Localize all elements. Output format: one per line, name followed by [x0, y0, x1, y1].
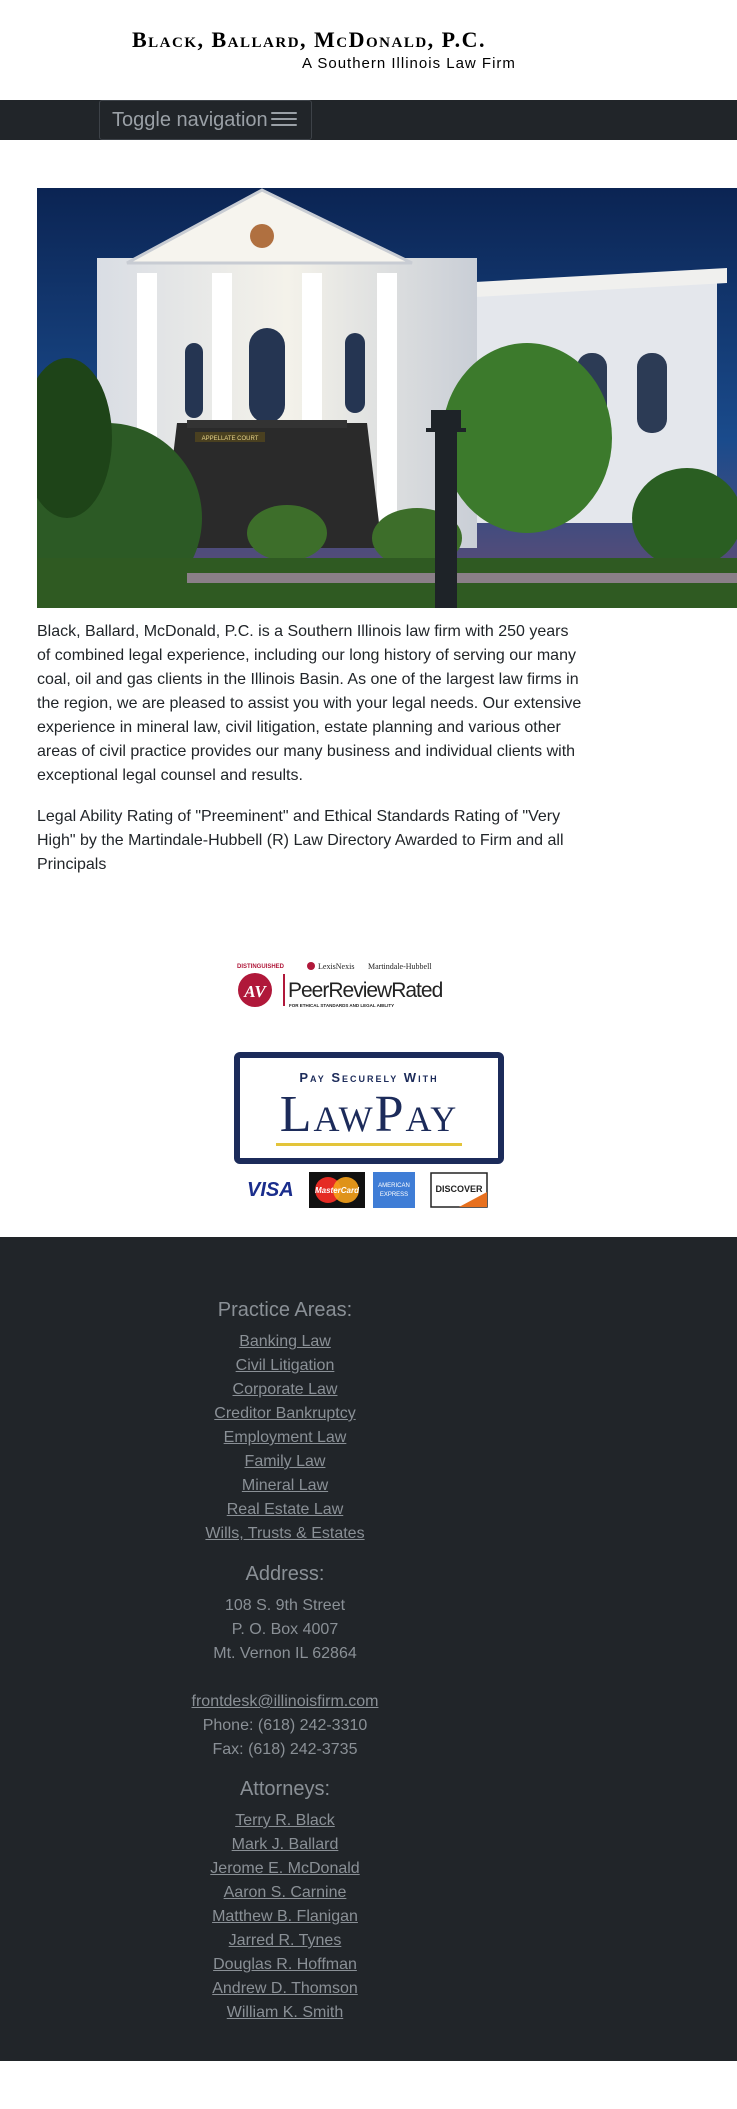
- peer-review-subtitle: FOR ETHICAL STANDARDS AND LEGAL ABILITY: [289, 1003, 395, 1008]
- amex-label-line-1: AMERICAN: [378, 1183, 410, 1189]
- address-line: P. O. Box 4007: [231, 1621, 339, 1638]
- practice-area-link[interactable]: Mineral Law: [241, 1477, 329, 1494]
- firm-name[interactable]: Black, Ballard, McDonald, P.C.: [132, 27, 486, 52]
- visa-icon: VISA: [247, 1179, 294, 1201]
- email-link[interactable]: frontdesk@illinoisfirm.com: [191, 1693, 379, 1710]
- peer-review-rated-title: PeerReviewRated: [288, 979, 443, 1002]
- phone-number: Phone: (618) 242-3310: [202, 1717, 368, 1734]
- practice-area-link[interactable]: Family Law: [244, 1453, 326, 1470]
- lawpay-button[interactable]: [234, 1052, 504, 1164]
- practice-area-link[interactable]: Wills, Trusts & Estates: [205, 1525, 365, 1542]
- hamburger-icon: [271, 111, 297, 131]
- attorneys-heading: Attorneys:: [239, 1778, 331, 1800]
- hero-image: [37, 188, 737, 608]
- rating-paragraph: Legal Ability Rating of "Preeminent" and Ethical Standards Rating of "Very High" by the Martindale-Hubbell (R) Law Directory Awarded to Firm and all Principals: [37, 808, 564, 873]
- firm-tagline: A Southern Illinois Law Firm: [302, 55, 516, 72]
- distinguished-label: DISTINGUISHED: [237, 964, 285, 970]
- practice-area-link[interactable]: Employment Law: [223, 1429, 347, 1446]
- address-heading: Address:: [245, 1563, 325, 1585]
- address-line: 108 S. 9th Street: [224, 1597, 346, 1614]
- pay-securely-label: Pay Securely With: [299, 1070, 439, 1085]
- attorney-link[interactable]: Douglas R. Hoffman: [213, 1956, 357, 1973]
- practice-area-link[interactable]: Banking Law: [239, 1333, 331, 1350]
- practice-area-link[interactable]: Real Estate Law: [226, 1501, 344, 1518]
- mastercard-label: MasterCard: [314, 1186, 360, 1195]
- attorney-link[interactable]: Aaron S. Carnine: [223, 1884, 347, 1901]
- peer-review-rated-badge[interactable]: [235, 960, 455, 1012]
- navbar: [0, 100, 737, 140]
- attorney-link[interactable]: Terry R. Black: [235, 1812, 335, 1829]
- lexisnexis-label: LexisNexis: [318, 962, 355, 971]
- av-label: AV: [244, 982, 266, 1001]
- appellate-court-sign: APPELLATE COURT: [201, 436, 259, 442]
- attorney-link[interactable]: Jarred R. Tynes: [228, 1932, 342, 1949]
- attorney-link[interactable]: William K. Smith: [226, 2004, 344, 2021]
- site-header: [0, 0, 737, 100]
- lawpay-underline: [276, 1143, 462, 1146]
- practice-areas-heading: Practice Areas:: [217, 1299, 353, 1321]
- fax-number: Fax: (618) 242-3735: [212, 1741, 358, 1758]
- martindale-label: Martindale-Hubbell: [368, 962, 432, 971]
- intro-paragraph: Black, Ballard, McDonald, P.C. is a Southern Illinois law firm with 250 years of combined legal experience, including our long history of serving our many coal, oil and gas clients in the Illinois Basin. As one of the largest law firms in the region, we are pleased to assist you with your legal needs. Our extensive experience in mineral law, civil litigation, estate planning and various other areas of civil practice provides our many business and individual clients with exceptional legal counsel and results.: [37, 623, 582, 784]
- practice-area-link[interactable]: Civil Litigation: [235, 1357, 335, 1374]
- amex-label-line-2: EXPRESS: [379, 1192, 409, 1198]
- address-line: Mt. Vernon IL 62864: [213, 1645, 357, 1662]
- toggle-navigation-label: Toggle navigation: [112, 108, 268, 131]
- lawpay-logo: LawPay: [279, 1086, 459, 1143]
- payment-cards: [245, 1170, 490, 1210]
- lexisnexis-icon: [307, 962, 315, 970]
- practice-area-link[interactable]: Creditor Bankruptcy: [214, 1405, 356, 1422]
- attorney-link[interactable]: Andrew D. Thomson: [212, 1980, 358, 1997]
- attorney-link[interactable]: Jerome E. McDonald: [210, 1860, 360, 1877]
- attorney-link[interactable]: Matthew B. Flanigan: [212, 1908, 358, 1925]
- amex-icon: [373, 1172, 415, 1208]
- practice-area-link[interactable]: Corporate Law: [232, 1381, 338, 1398]
- attorney-link[interactable]: Mark J. Ballard: [231, 1836, 339, 1853]
- toggle-navigation-button[interactable]: [99, 100, 312, 140]
- discover-label: DISCOVER: [435, 1184, 483, 1194]
- site-footer: [0, 1237, 737, 2061]
- courthouse-illustration: [37, 188, 737, 608]
